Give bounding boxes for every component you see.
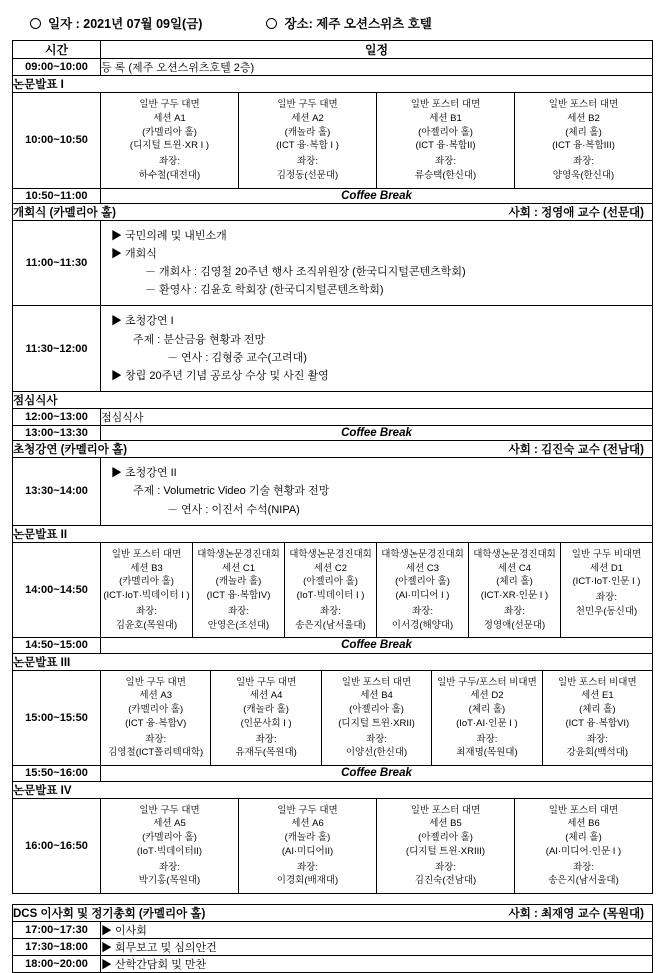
session-room: (아젤리아 홀) (395, 576, 450, 588)
session-chair-label: 좌장: (435, 861, 456, 873)
session-type: 일반 포스터 대면 (410, 99, 481, 110)
session-name: 세션 C1 (221, 562, 256, 574)
table-row (13, 525, 653, 542)
session-room: (아젤리아 홀) (418, 126, 473, 138)
paper3-sessions (101, 670, 653, 766)
session-type: 일반 구두/포스터 비대면 (437, 676, 537, 688)
section-board-right: 사회 : 최재영 교수 (목원대) (508, 908, 644, 921)
session-room: (카멜리아 홀) (142, 832, 197, 844)
session-type: 대학생논문경진대회 (473, 548, 556, 560)
content-line: ▶ 개회식 (111, 248, 157, 261)
session-track: (인문사회 I ) (240, 717, 292, 729)
session-name: 세션 C2 (313, 562, 348, 574)
session-type: 일반 구두 대면 (277, 804, 338, 816)
session-track: (ICT 융·복합VI) (565, 717, 630, 729)
section-opening (13, 203, 653, 220)
session-cell (432, 671, 542, 766)
session-name: 세션 A4 (249, 690, 283, 702)
session-chair: 김진숙(전남대) (414, 875, 477, 887)
session-chair-label: 좌장: (320, 605, 341, 617)
session-chair: 김정동(선문대) (276, 169, 339, 181)
session-name: 세션 D1 (589, 562, 624, 574)
session-type: 일반 구두 대면 (139, 99, 200, 110)
session-chair: 송은지(남서울대) (548, 875, 619, 887)
session-type: 일반 포스터 대면 (548, 804, 619, 816)
table-row (13, 220, 653, 306)
table-row (13, 409, 653, 426)
session-chair-label: 좌장: (435, 156, 456, 168)
table-row (13, 781, 653, 798)
session-chair-label: 좌장: (573, 861, 594, 873)
board-text: ▶ 이사회 (101, 922, 653, 939)
session-name: 세션 A5 (153, 818, 186, 830)
session-name: 세션 A1 (153, 112, 186, 124)
lunch-time: 12:00~13:00 (13, 409, 101, 426)
table-row (13, 653, 653, 670)
session-chair-label: 좌장: (159, 156, 180, 168)
table-row (13, 59, 653, 76)
registration-text: 등 록 (제주 오션스위츠호텔 2층) (101, 59, 653, 76)
table-row (13, 798, 653, 894)
table-row (13, 188, 653, 203)
break4-time: 15:50~16:00 (13, 766, 101, 781)
session-name: 세션 B2 (567, 112, 600, 124)
section-board (13, 905, 653, 922)
content-line: － 환영사 : 김윤호 학회장 (한국디지털콘텐츠학회) (145, 284, 384, 297)
session-name: 세션 B6 (567, 818, 600, 830)
session-name: 세션 A3 (139, 690, 173, 702)
session-chair-label: 좌장: (596, 592, 617, 604)
break3-time: 14:50~15:00 (13, 638, 101, 653)
spacer-row (13, 894, 653, 905)
session-cell (377, 799, 515, 894)
session-cell (239, 93, 377, 188)
session-cell (469, 543, 561, 638)
session-room: (체리 홀) (496, 576, 533, 588)
session-chair-label: 좌장: (145, 733, 167, 745)
session-track: (AI·미디어II) (281, 845, 334, 857)
invited2-time: 13:30~14:00 (13, 458, 101, 525)
paper1-time: 10:00~10:50 (13, 93, 101, 189)
content-line: 주제 : Volumetric Video 기술 현황과 전망 (133, 485, 330, 498)
session-chair-label: 좌장: (476, 733, 498, 745)
content-line: － 개회사 : 김영철 20주년 행사 조직위원장 (한국디지털콘텐츠학회) (145, 266, 466, 279)
table-row (13, 203, 653, 220)
session-room: (캐놀라 홀) (215, 576, 262, 588)
break1-label: Coffee Break (101, 188, 653, 203)
opening-content (101, 220, 653, 306)
session-cell (561, 543, 652, 638)
session-track: (AI·미디어 I ) (395, 590, 450, 602)
table-row (13, 905, 653, 922)
session-room: (체리 홀) (565, 832, 602, 844)
content-line: 주제 : 분산금융 현황과 전망 (133, 333, 266, 346)
session-room: (카멜리아 홀) (128, 704, 184, 716)
session-track: (디지털 트윈·XRII) (338, 717, 415, 729)
session-chair: 이서경(해양대) (391, 619, 454, 631)
session-name: 세션 E1 (581, 690, 614, 702)
session-chair: 류승택(한신대) (414, 169, 477, 181)
invited1-content (101, 306, 653, 392)
session-room: (카멜리아 홀) (119, 576, 174, 588)
date-label: 일자 : 2021년 07월 09일(금) (48, 17, 203, 31)
section-invited-right: 사회 : 김진숙 교수 (전남대) (508, 444, 644, 457)
session-type: 일반 포스터 비대면 (557, 676, 637, 688)
session-type: 일반 포스터 대면 (410, 804, 481, 816)
session-track: (ICT 융·복합V) (125, 717, 187, 729)
session-room: (카멜리아 홀) (142, 126, 197, 138)
session-chair-label: 좌장: (136, 605, 157, 617)
session-cell (101, 671, 211, 766)
schedule-table (12, 40, 653, 973)
session-track: (IoT·AI·인문 I ) (456, 717, 518, 729)
session-name: 세션 D2 (470, 690, 504, 702)
session-cell (377, 93, 515, 188)
content-line: ▶ 초청강연 I (111, 315, 174, 328)
session-type: 일반 포스터 대면 (341, 676, 412, 688)
section-paper-3: 논문발표 III (13, 653, 653, 670)
session-track: (ICT 융·복합 I ) (276, 140, 339, 152)
board-time: 17:00~17:30 (13, 922, 101, 939)
section-paper-4: 논문발표 IV (13, 781, 653, 798)
session-name: 세션 B1 (429, 112, 462, 124)
session-track: (ICT 융·복합II) (415, 140, 476, 152)
section-opening-right: 사회 : 정영애 교수 (선문대) (508, 206, 644, 219)
session-type: 일반 구두 대면 (139, 804, 200, 816)
table-header-row (13, 41, 653, 59)
session-room: (체리 홀) (565, 126, 602, 138)
session-chair: 하수철(대전대) (138, 169, 201, 181)
paper4-sessions (101, 798, 653, 894)
session-room: (체리 홀) (579, 704, 616, 716)
session-room: (아젤리아 홀) (349, 704, 404, 716)
session-chair: 정영애(선문대) (483, 619, 546, 631)
session-chair: 안영은(조선대) (207, 619, 270, 631)
invited2-content (101, 458, 653, 525)
session-chair-label: 좌장: (297, 861, 318, 873)
session-room: (아젤리아 홀) (303, 576, 358, 588)
session-type: 대학생논문경진대회 (381, 548, 464, 560)
session-chair-label: 좌장: (412, 605, 433, 617)
session-chair: 강윤회(백석대) (566, 747, 629, 759)
table-row (13, 458, 653, 525)
session-name: 세션 B3 (130, 562, 163, 574)
break2-time: 13:00~13:30 (13, 426, 101, 441)
session-chair-label: 좌장: (228, 605, 249, 617)
session-type: 대학생논문경진대회 (289, 548, 372, 560)
session-cell (322, 671, 432, 766)
table-row (13, 939, 653, 956)
session-type: 일반 구두 대면 (277, 99, 338, 110)
session-track: (IoT·빅데이터II) (136, 845, 203, 857)
session-chair: 최재명(목원대) (456, 747, 518, 759)
break1-time: 10:50~11:00 (13, 188, 101, 203)
paper2-time: 14:00~14:50 (13, 542, 101, 638)
session-type: 일반 포스터 대면 (548, 99, 619, 110)
session-track: (ICT·IoT·인문 I ) (572, 576, 641, 588)
table-row (13, 766, 653, 781)
session-chair-label: 좌장: (573, 156, 594, 168)
session-type: 대학생논문경진대회 (197, 548, 280, 560)
session-cell (377, 543, 469, 638)
session-track: (ICT·IoT·빅데이터 I ) (103, 590, 190, 602)
lunch-text: 점심식사 (101, 409, 653, 426)
paper3-time: 15:00~15:50 (13, 670, 101, 766)
session-track: (IoT·빅데이터 I ) (296, 590, 365, 602)
session-track: (디지털 트윈·XR I ) (129, 140, 210, 152)
session-chair: 박기홍(목원대) (138, 875, 201, 887)
paper4-time: 16:00~16:50 (13, 798, 101, 894)
table-row (13, 638, 653, 653)
break2-label: Coffee Break (101, 426, 653, 441)
session-name: 세션 C3 (405, 562, 440, 574)
session-cell (101, 543, 193, 638)
invited1-time: 11:30~12:00 (13, 306, 101, 392)
section-paper-2: 논문발표 II (13, 525, 653, 542)
content-line: ▶ 국민의례 및 내빈소개 (111, 229, 227, 242)
session-chair: 송은지(남서울대) (295, 619, 366, 631)
session-track: (AI·미디어·인문 I ) (545, 845, 622, 857)
session-chair: 유재두(목원대) (235, 747, 297, 759)
break4-label: Coffee Break (101, 766, 653, 781)
table-row (13, 426, 653, 441)
session-type: 일반 구두 대면 (235, 676, 297, 688)
paper2-sessions (101, 542, 653, 638)
section-board-left: DCS 이사회 및 정기총회 (카멜리아 홀) (13, 908, 206, 921)
table-row (13, 670, 653, 766)
session-room: (캐놀라 홀) (243, 704, 289, 716)
session-chair-label: 좌장: (366, 733, 388, 745)
session-room: (캐놀라 홀) (284, 832, 331, 844)
registration-time: 09:00~10:00 (13, 59, 101, 76)
session-room: (체리 홀) (468, 704, 506, 716)
session-cell (239, 799, 377, 894)
session-chair-label: 좌장: (297, 156, 318, 168)
session-cell (515, 799, 652, 894)
content-line: ▶ 초청강연 II (111, 467, 177, 480)
section-invited-lecture (13, 441, 653, 458)
board-text: ▶ 산학간담회 및 만찬 (101, 956, 653, 973)
session-chair-label: 좌장: (586, 733, 608, 745)
session-cell (285, 543, 377, 638)
session-chair: 양영욱(한신대) (552, 169, 615, 181)
session-chair: 김윤호(목원대) (115, 619, 178, 631)
section-opening-left: 개회식 (카멜리아 홀) (13, 206, 116, 219)
session-cell (211, 671, 321, 766)
session-cell (193, 543, 285, 638)
session-chair: 김영철(ICT폴리텍대학) (108, 747, 204, 759)
table-row (13, 922, 653, 939)
section-paper-1: 논문발표 I (13, 76, 653, 93)
session-track: (ICT·XR·인문 I ) (480, 590, 549, 602)
section-invited-left: 초청강연 (카멜리아 홀) (13, 444, 128, 457)
session-track: (ICT 융·복합III) (552, 140, 615, 152)
session-cell (515, 93, 652, 188)
session-chair-label: 좌장: (255, 733, 277, 745)
break3-label: Coffee Break (101, 638, 653, 653)
session-track: (디지털 트윈·XRIII) (405, 845, 486, 857)
session-chair-label: 좌장: (504, 605, 525, 617)
board-text: ▶ 회무보고 및 심의안건 (101, 939, 653, 956)
table-row (13, 542, 653, 638)
session-type: 일반 구두 대면 (125, 676, 186, 688)
meta-row (12, 14, 653, 32)
session-name: 세션 C4 (497, 562, 532, 574)
table-row (13, 306, 653, 392)
circle-bullet-icon (30, 18, 41, 29)
header-time: 시간 (13, 41, 101, 59)
session-chair: 이양선(한신대) (345, 747, 408, 759)
opening-time: 11:00~11:30 (13, 220, 101, 306)
table-row (13, 76, 653, 93)
place-label: 장소: 제주 오션스위츠 호텔 (284, 17, 432, 31)
place-meta (266, 14, 431, 32)
session-cell (543, 671, 652, 766)
session-room: (아젤리아 홀) (418, 832, 473, 844)
session-chair-label: 좌장: (159, 861, 180, 873)
board-time: 17:30~18:00 (13, 939, 101, 956)
content-line: － 연사 : 이진서 수석(NIPA) (167, 503, 300, 516)
board-time: 18:00~20:00 (13, 956, 101, 973)
session-chair: 천민우(동신대) (575, 605, 638, 617)
table-row (13, 441, 653, 458)
session-room: (캐놀라 홀) (284, 126, 331, 138)
paper1-sessions (101, 93, 653, 189)
session-cell (101, 93, 239, 188)
session-track: (ICT 융·복합IV) (206, 590, 271, 602)
date-meta (30, 14, 202, 32)
session-name: 세션 A2 (291, 112, 324, 124)
session-name: 세션 B5 (429, 818, 462, 830)
session-type: 일반 구두 비대면 (571, 548, 642, 560)
spacer (13, 894, 653, 905)
content-line: － 연사 : 김형중 교수(고려대) (167, 351, 307, 364)
table-row (13, 392, 653, 409)
content-line: ▶ 창립 20주년 기념 공로상 수상 및 사진 촬영 (111, 369, 329, 382)
header-program: 일정 (101, 41, 653, 59)
session-name: 세션 A6 (291, 818, 324, 830)
session-name: 세션 B4 (360, 690, 393, 702)
circle-bullet-icon (266, 18, 277, 29)
session-cell (101, 799, 239, 894)
section-lunch: 점심식사 (13, 392, 653, 409)
table-row (13, 93, 653, 189)
session-chair: 이경회(배재대) (276, 875, 339, 887)
session-type: 일반 포스터 대면 (111, 548, 182, 560)
table-row (13, 956, 653, 973)
